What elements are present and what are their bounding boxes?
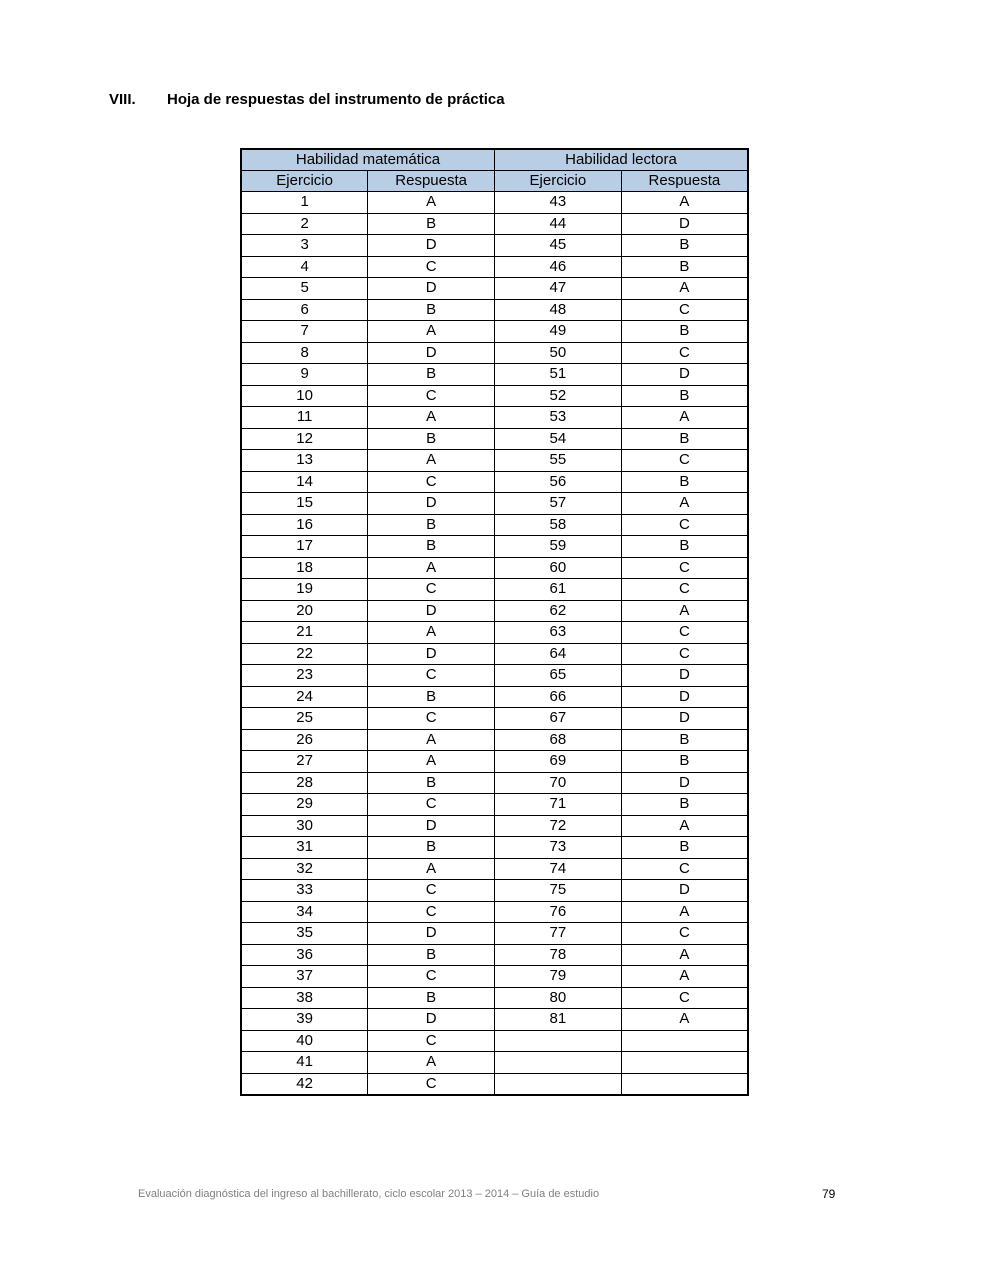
answer-rows: [241, 192, 748, 1096]
answer-cell: A: [621, 944, 748, 966]
table-row: [241, 213, 748, 235]
exercise-number-cell: [495, 1052, 622, 1074]
table-row: [241, 708, 748, 730]
exercise-number-cell: 47: [495, 278, 622, 300]
table-row: [241, 600, 748, 622]
answer-cell: D: [368, 815, 495, 837]
exercise-number-cell: 25: [241, 708, 368, 730]
exercise-number-cell: 77: [495, 923, 622, 945]
answer-cell: D: [368, 235, 495, 257]
table-row: [241, 751, 748, 773]
answer-cell: A: [621, 901, 748, 923]
exercise-number-cell: 42: [241, 1073, 368, 1095]
answer-cell: A: [621, 966, 748, 988]
exercise-number-cell: 68: [495, 729, 622, 751]
table-row: [241, 321, 748, 343]
exercise-number-cell: 54: [495, 428, 622, 450]
answer-cell: B: [368, 987, 495, 1009]
exercise-number-cell: 78: [495, 944, 622, 966]
answer-cell: A: [621, 407, 748, 429]
answer-cell: C: [368, 794, 495, 816]
answer-cell: C: [621, 643, 748, 665]
exercise-number-cell: 61: [495, 579, 622, 601]
table-row: [241, 665, 748, 687]
exercise-number-cell: 43: [495, 192, 622, 214]
exercise-number-cell: 11: [241, 407, 368, 429]
answer-cell: D: [368, 278, 495, 300]
table-row: [241, 493, 748, 515]
exercise-number-cell: 7: [241, 321, 368, 343]
exercise-number-cell: 24: [241, 686, 368, 708]
answer-cell: C: [368, 966, 495, 988]
table-row: [241, 643, 748, 665]
exercise-number-cell: 13: [241, 450, 368, 472]
answer-cell: C: [368, 665, 495, 687]
exercise-number-cell: 33: [241, 880, 368, 902]
answer-cell: A: [368, 192, 495, 214]
exercise-number-cell: 44: [495, 213, 622, 235]
exercise-number-cell: 2: [241, 213, 368, 235]
answer-cell: D: [368, 493, 495, 515]
exercise-number-cell: 5: [241, 278, 368, 300]
table-row: [241, 536, 748, 558]
exercise-number-cell: 32: [241, 858, 368, 880]
exercise-number-cell: 62: [495, 600, 622, 622]
exercise-number-cell: 64: [495, 643, 622, 665]
answer-cell: A: [368, 729, 495, 751]
exercise-number-cell: 39: [241, 1009, 368, 1031]
column-header-exercise: Ejercicio: [241, 171, 368, 192]
exercise-number-cell: 17: [241, 536, 368, 558]
table-row: [241, 1030, 748, 1052]
answer-cell: B: [368, 428, 495, 450]
exercise-number-cell: 41: [241, 1052, 368, 1074]
exercise-number-cell: 26: [241, 729, 368, 751]
answer-cell: D: [368, 342, 495, 364]
answer-cell: A: [368, 557, 495, 579]
answer-cell: B: [621, 751, 748, 773]
answer-cell: C: [368, 880, 495, 902]
answer-cell: C: [621, 923, 748, 945]
answer-cell: B: [368, 213, 495, 235]
answer-cell: A: [621, 192, 748, 214]
answer-cell: C: [368, 385, 495, 407]
table-row: [241, 471, 748, 493]
answer-cell: A: [368, 622, 495, 644]
answer-cell: C: [368, 1073, 495, 1095]
exercise-number-cell: 21: [241, 622, 368, 644]
exercise-number-cell: 59: [495, 536, 622, 558]
answer-cell: D: [368, 923, 495, 945]
table-row: [241, 299, 748, 321]
answer-cell: D: [621, 686, 748, 708]
exercise-number-cell: 15: [241, 493, 368, 515]
table-row: [241, 1009, 748, 1031]
exercise-number-cell: 35: [241, 923, 368, 945]
exercise-number-cell: 40: [241, 1030, 368, 1052]
table-row: [241, 815, 748, 837]
exercise-number-cell: 60: [495, 557, 622, 579]
table-row: [241, 966, 748, 988]
answer-cell: [621, 1030, 748, 1052]
answer-cell: B: [368, 686, 495, 708]
exercise-number-cell: 69: [495, 751, 622, 773]
answer-cell: A: [368, 858, 495, 880]
column-header-exercise: Ejercicio: [495, 171, 622, 192]
table-row: [241, 729, 748, 751]
exercise-number-cell: 80: [495, 987, 622, 1009]
exercise-number-cell: 70: [495, 772, 622, 794]
answer-cell: C: [368, 708, 495, 730]
exercise-number-cell: 46: [495, 256, 622, 278]
exercise-number-cell: 1: [241, 192, 368, 214]
exercise-number-cell: 34: [241, 901, 368, 923]
exercise-number-cell: 51: [495, 364, 622, 386]
table-row: [241, 192, 748, 214]
answer-cell: C: [621, 299, 748, 321]
answer-cell: C: [621, 987, 748, 1009]
exercise-number-cell: 8: [241, 342, 368, 364]
answer-cell: C: [621, 579, 748, 601]
exercise-number-cell: 79: [495, 966, 622, 988]
exercise-number-cell: [495, 1030, 622, 1052]
table-row: [241, 256, 748, 278]
table-row: [241, 557, 748, 579]
exercise-number-cell: 20: [241, 600, 368, 622]
answer-cell: B: [368, 299, 495, 321]
exercise-number-cell: 10: [241, 385, 368, 407]
answer-cell: B: [368, 944, 495, 966]
answer-cell: C: [621, 450, 748, 472]
exercise-number-cell: 66: [495, 686, 622, 708]
exercise-number-cell: 9: [241, 364, 368, 386]
answer-cell: [621, 1073, 748, 1095]
answer-cell: B: [368, 514, 495, 536]
table-row: [241, 407, 748, 429]
exercise-number-cell: 49: [495, 321, 622, 343]
answer-cell: C: [621, 342, 748, 364]
exercise-number-cell: 37: [241, 966, 368, 988]
answer-cell: C: [621, 622, 748, 644]
table-row: [241, 364, 748, 386]
answer-cell: C: [621, 557, 748, 579]
answer-cell: D: [621, 708, 748, 730]
answer-cell: A: [621, 493, 748, 515]
group-header-reading: Habilidad lectora: [495, 149, 749, 171]
exercise-number-cell: 55: [495, 450, 622, 472]
answer-cell: B: [621, 536, 748, 558]
table-row: [241, 1073, 748, 1095]
table-row: [241, 385, 748, 407]
table-row: [241, 880, 748, 902]
table-row: [241, 450, 748, 472]
exercise-number-cell: 57: [495, 493, 622, 515]
exercise-number-cell: 65: [495, 665, 622, 687]
answer-cell: B: [368, 837, 495, 859]
table-row: [241, 514, 748, 536]
exercise-number-cell: 74: [495, 858, 622, 880]
group-header-math: Habilidad matemática: [241, 149, 495, 171]
answer-cell: B: [621, 385, 748, 407]
answer-cell: D: [368, 1009, 495, 1031]
answer-cell: B: [368, 536, 495, 558]
exercise-number-cell: 76: [495, 901, 622, 923]
answer-cell: D: [621, 772, 748, 794]
exercise-number-cell: 48: [495, 299, 622, 321]
table-row: [241, 1052, 748, 1074]
exercise-number-cell: 14: [241, 471, 368, 493]
answer-key-table: [240, 148, 749, 1096]
exercise-number-cell: 31: [241, 837, 368, 859]
table-row: [241, 944, 748, 966]
exercise-number-cell: 67: [495, 708, 622, 730]
column-header-answer: Respuesta: [621, 171, 748, 192]
exercise-number-cell: 23: [241, 665, 368, 687]
answer-cell: A: [621, 278, 748, 300]
exercise-number-cell: [495, 1073, 622, 1095]
answer-cell: A: [368, 751, 495, 773]
exercise-number-cell: 72: [495, 815, 622, 837]
answer-cell: C: [621, 858, 748, 880]
table-row: [241, 428, 748, 450]
answer-cell: C: [368, 256, 495, 278]
answer-cell: C: [368, 901, 495, 923]
exercise-number-cell: 45: [495, 235, 622, 257]
section-heading: [109, 91, 505, 108]
table-row: [241, 686, 748, 708]
answer-cell: D: [368, 643, 495, 665]
answer-cell: D: [621, 364, 748, 386]
exercise-number-cell: 22: [241, 643, 368, 665]
answer-cell: B: [621, 471, 748, 493]
answer-cell: A: [621, 600, 748, 622]
exercise-number-cell: 75: [495, 880, 622, 902]
section-number: VIII.: [109, 91, 136, 108]
table-row: [241, 342, 748, 364]
exercise-number-cell: 38: [241, 987, 368, 1009]
table-row: [241, 772, 748, 794]
answer-cell: B: [368, 364, 495, 386]
answer-cell: A: [368, 450, 495, 472]
exercise-number-cell: 27: [241, 751, 368, 773]
answer-cell: D: [621, 213, 748, 235]
answer-cell: D: [621, 665, 748, 687]
answer-cell: D: [621, 880, 748, 902]
exercise-number-cell: 56: [495, 471, 622, 493]
answer-cell: A: [368, 1052, 495, 1074]
table-row: [241, 622, 748, 644]
table-row: [241, 923, 748, 945]
exercise-number-cell: 81: [495, 1009, 622, 1031]
table-row: [241, 278, 748, 300]
answer-cell: A: [368, 321, 495, 343]
exercise-number-cell: 12: [241, 428, 368, 450]
answer-cell: A: [621, 1009, 748, 1031]
answer-cell: D: [368, 600, 495, 622]
answer-cell: B: [621, 794, 748, 816]
answer-cell: C: [368, 579, 495, 601]
answer-cell: B: [368, 772, 495, 794]
table-row: [241, 794, 748, 816]
exercise-number-cell: 18: [241, 557, 368, 579]
exercise-number-cell: 52: [495, 385, 622, 407]
exercise-number-cell: 53: [495, 407, 622, 429]
answer-cell: B: [621, 729, 748, 751]
section-title: Hoja de respuestas del instrumento de práctica: [167, 91, 505, 108]
answer-cell: B: [621, 428, 748, 450]
answer-cell: C: [621, 514, 748, 536]
table-row: [241, 858, 748, 880]
exercise-number-cell: 16: [241, 514, 368, 536]
answer-cell: A: [368, 407, 495, 429]
exercise-number-cell: 63: [495, 622, 622, 644]
exercise-number-cell: 71: [495, 794, 622, 816]
table-row: [241, 901, 748, 923]
exercise-number-cell: 30: [241, 815, 368, 837]
answer-cell: C: [368, 1030, 495, 1052]
footer-text: Evaluación diagnóstica del ingreso al bachillerato, ciclo escolar 2013 – 2014 – Guía de estudio: [138, 1188, 600, 1200]
exercise-number-cell: 6: [241, 299, 368, 321]
answer-cell: A: [621, 815, 748, 837]
exercise-number-cell: 3: [241, 235, 368, 257]
answer-cell: [621, 1052, 748, 1074]
table-row: [241, 235, 748, 257]
table-row: [241, 579, 748, 601]
exercise-number-cell: 50: [495, 342, 622, 364]
column-header-answer: Respuesta: [368, 171, 495, 192]
table-row: [241, 837, 748, 859]
exercise-number-cell: 58: [495, 514, 622, 536]
answer-cell: B: [621, 235, 748, 257]
exercise-number-cell: 4: [241, 256, 368, 278]
exercise-number-cell: 36: [241, 944, 368, 966]
exercise-number-cell: 29: [241, 794, 368, 816]
exercise-number-cell: 73: [495, 837, 622, 859]
answer-cell: C: [368, 471, 495, 493]
exercise-number-cell: 19: [241, 579, 368, 601]
exercise-number-cell: 28: [241, 772, 368, 794]
answer-cell: B: [621, 837, 748, 859]
table-row: [241, 987, 748, 1009]
page-number: 79: [822, 1187, 836, 1201]
answer-cell: B: [621, 321, 748, 343]
answer-cell: B: [621, 256, 748, 278]
